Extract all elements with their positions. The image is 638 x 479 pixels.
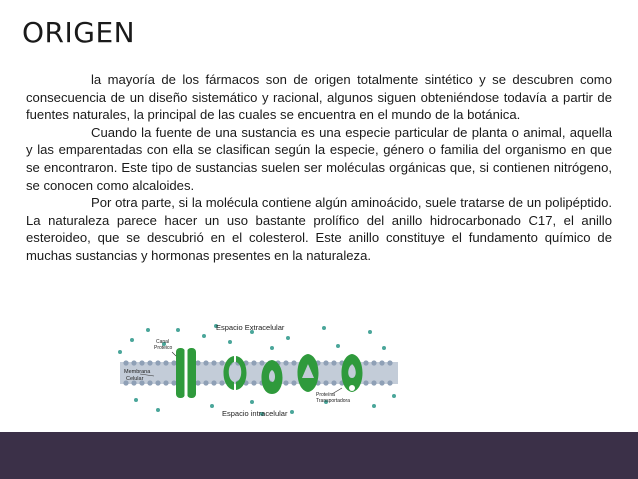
body-text: [26, 71, 612, 265]
label-channel-2: Proteico: [154, 345, 173, 351]
label-membrane-1: Membrana: [124, 369, 151, 375]
channel-protein: [176, 348, 196, 398]
paragraph-2: Cuando la fuente de una sustancia es una especie particular de planta o animal, aquella y las emparentadas con ella se clasifican según la especie, género o familia del organismo en que se encontraron. Este tipo de sustancias suelen ser moléculas orgánicas que, si contienen nitrógeno, se conocen como alcaloides.: [26, 124, 612, 193]
label-intracellular: Espacio intracelular: [222, 409, 288, 418]
label-membrane-2: Celular: [126, 376, 144, 382]
label-transporter-1: Proteína: [316, 392, 335, 398]
paragraph-3: Por otra parte, si la molécula contiene algún aminoácido, suele tratarse de un polipéptido. La naturaleza parece hacer un uso bastante prolífico del anillo hidrocarbonado C17, el anillo esteroideo, que se descubrió en el colesterol. Este anillo constituye el fundamento químico de muchas sustancias y hormonas presentes en la naturaleza.: [26, 195, 612, 263]
paragraph-1: la mayoría de los fármacos son de origen totalmente sintético y se descubren como consecuencia de un diseño sistemático y racional, algunos siguen obteniéndose todavía a partir de fuentes naturales, la principal de las cuales se encuentra en el mundo de la botánica.: [26, 72, 612, 123]
label-extracellular: Espacio Extracelular: [216, 323, 285, 332]
cell-membrane-diagram: [112, 318, 402, 418]
footer-bar: [0, 432, 638, 479]
label-channel-1: Canal: [156, 339, 170, 345]
slide-title: ORIGEN: [22, 16, 136, 49]
label-transporter-2: Transportadora: [316, 398, 350, 404]
